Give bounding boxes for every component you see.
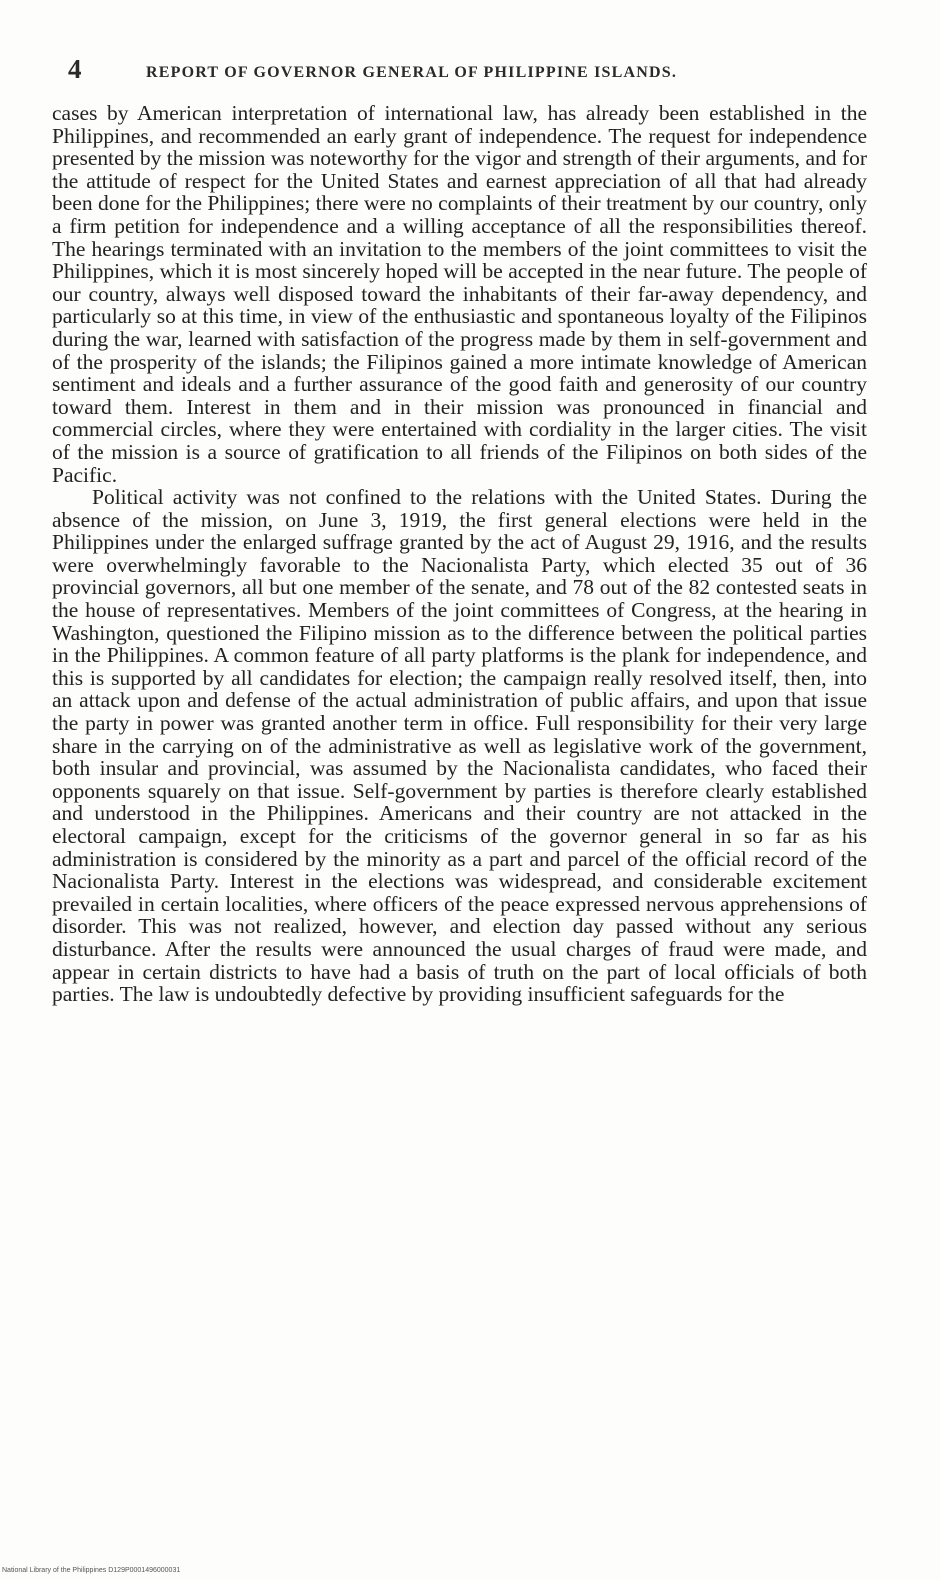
library-stamp: National Library of the Philippines D129P0001496000031 [2, 1567, 181, 1574]
page-header [68, 54, 860, 94]
paragraph-continued: cases by American interpretation of international law, has already been established in the Philippines, and recommended an early grant of independence. The request for independence presented by the mission was noteworthy for the vigor and strength of their arguments, and for the attitude of respect for the United States and earnest appreciation of all that had already been done for the Philippines; there were no complaints of their treatment by our country, only a firm petition for independence and a willing acceptance of all the responsibilities thereof. The hearings terminated with an invitation to the members of the joint committees to visit the Philippines, which it is most sincerely hoped will be accepted in the near future. The people of our country, always well disposed toward the inhabitants of their far-away dependency, and particularly so at this time, in view of the enthusiastic and spontaneous loyalty of the Filipinos during the war, learned with satisfaction of the progress made by them in self-government and of the prosperity of the islands; the Filipinos gained a more intimate knowledge of American sentiment and ideals and a further assurance of the good faith and generosity of our country toward them. Interest in them and in their mission was pronounced in financial and commercial circles, where they were entertained with cordiality in the larger cities. The visit of the mission is a source of gratification to all friends of the Filipinos on both sides of the Pacific. [52, 101, 867, 487]
running-head: REPORT OF GOVERNOR GENERAL OF PHILIPPINE ISLANDS. [146, 64, 678, 81]
body-text [52, 102, 867, 1006]
page-number: 4 [68, 54, 82, 84]
paragraph-political-activity: Political activity was not confined to the relations with the United States. During the absence of the mission, on June 3, 1919, the first general elections were held in the Philippines under the enlarged suffrage granted by the act of August 29, 1916, and the results were overwhelmingly favorable to the Nacionalista Party, which elected 35 out of 36 provincial governors, all but one member of the senate, and 78 out of the 82 contested seats in the house of representatives. Members of the joint committees of Congress, at the hearing in Washington, questioned the Filipino mission as to the difference between the political parties in the Philippines. A common feature of all party platforms is the plank for independence, and this is supported by all candidates for election; the campaign really resolved itself, then, into an attack upon and defense of the actual administration of public affairs, and upon that issue the party in power was granted another term in office. Full responsibility for their very large share in the carrying on of the administrative as well as legislative work of the government, both insular and provincial, was assumed by the Nacionalista candidates, who faced their opponents squarely on that issue. Self-government by parties is therefore clearly established and understood in the Philippines. Americans and their country are not attacked in the electoral campaign, except for the criticisms of the governor general in so far as his administration is considered by the minority as a part and parcel of the official record of the Nacionalista Party. Interest in the elections was widespread, and considerable excitement prevailed in certain localities, where officers of the peace expressed nervous apprehensions of disorder. This was not realized, however, and election day passed without any serious disturbance. After the results were announced the usual charges of fraud were made, and appear in certain districts to have had a basis of truth on the part of local officials of both parties. The law is undoubtedly defective by providing insufficient safeguards for the [52, 485, 867, 1007]
